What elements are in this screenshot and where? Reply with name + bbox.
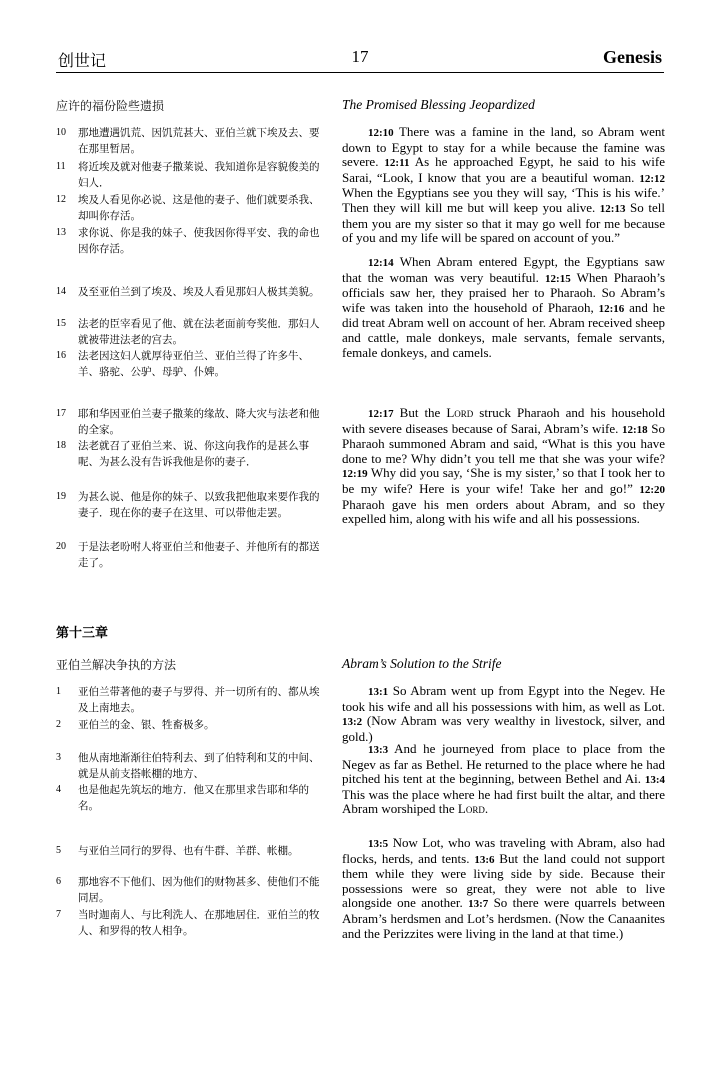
verse-text: Why did you say, ‘She is my sister,’ so that I took her to be my wife? Here is your wife! Take her and go!”	[342, 465, 665, 496]
verse-text: So there were quarrels between Abram’s herdsmen and Lot’s herdsmen. (Now the Canaanites and the Perizzites were living in the land at that time.)	[342, 895, 665, 941]
verse-reference: 12:19	[342, 468, 368, 481]
zh-verse: 14 及至亚伯兰到了埃及、埃及人看见那妇人极其美貌。	[56, 286, 320, 298]
verse-reference: 13:4	[644, 774, 665, 787]
zh-verse: 18 法老就召了亚伯兰来、说、你这向我作的是甚么事呢、为甚么没有告诉我他是你的妻子．	[56, 440, 309, 468]
zh-verse: 1 亚伯兰带著他的妻子与罗得、并一切所有的、都从埃及上南地去。	[56, 686, 320, 714]
verse-text: Pharaoh gave his men orders about Abram, and so they expelled him, along with his wife and all his possessions.	[342, 496, 665, 527]
verse-reference: 12:15	[545, 272, 571, 285]
verse-text: When Abram entered Egypt, the Egyptians saw that the woman was very beautiful.	[342, 254, 665, 285]
verse-reference: 12:11	[384, 157, 410, 170]
verse-text: and he did treat Abram well on account of her. Abram received sheep and cattle, male donkeys, male servants, female servants, female donkeys, and camels.	[342, 299, 665, 360]
verse-reference: 12:12	[639, 172, 665, 185]
verse-reference: 12:10	[368, 127, 394, 139]
verse-reference: 12:18	[622, 423, 648, 436]
verse-text: Now Lot, who was traveling with Abram, also had flocks, herds, and tents.	[342, 835, 665, 866]
verse-reference: 13:2	[342, 716, 363, 729]
lord-small-caps: Lord	[457, 801, 485, 817]
verse-text: But the land could not support them while they were living side by side. Because their possessions were so great, they were not able to live alongside one another.	[342, 850, 665, 911]
zh-verse: 19 为甚么说、他是你的妹子、以致我把他取来要作我的妻子．现在你的妻子在这里、可以带他走罢。	[56, 491, 320, 519]
verse-reference: 13:1	[368, 686, 389, 698]
verse-reference: 13:5	[368, 838, 389, 850]
zh-verse: 4 也是他起先筑坛的地方．他又在那里求告耶和华的名。	[56, 784, 309, 812]
verse-text: This was the place where he had first built the altar, and there Abram worshiped the	[342, 786, 665, 817]
zh-verse: 16 法老因这妇人就厚待亚伯兰、亚伯兰得了许多牛、羊、骆驼、公驴、母驴、仆婢。	[56, 350, 309, 378]
verse-reference: 12:13	[599, 202, 626, 215]
english-paragraph	[342, 406, 665, 527]
verse-reference: 13:3	[368, 744, 389, 756]
verse-text: There was a famine in the land, so Abram went down to Egypt to stay for a while because the famine was severe.	[342, 124, 665, 170]
verse-reference: 12:17	[368, 408, 394, 420]
english-paragraph	[342, 255, 665, 360]
zh-verse: 11 将近埃及就对他妻子撒莱说、我知道你是容貌俊美的妇人．	[56, 161, 320, 189]
verse-text: So Pharaoh summoned Abram and said, “What is this you have done to me? Why didn’t you tell me that she was your wife?	[342, 420, 665, 466]
section2-chinese-heading: 亚伯兰解决争执的方法	[56, 658, 177, 672]
page-header	[56, 46, 664, 73]
english-paragraph	[342, 836, 665, 941]
verse-text: So tell them you are my sister so that it may go well for me because of you and my life will be spared on account of you.”	[342, 199, 665, 246]
verse-text: But the	[393, 405, 447, 420]
header-book-chinese: 创世记	[58, 51, 107, 70]
verse-text: .	[484, 801, 489, 817]
english-paragraph	[342, 125, 665, 246]
zh-verse: 13 求你说、你是我的妹子、使我因你得平安、我的命也因你存活。	[56, 227, 320, 255]
zh-verse: 7 当时迦南人、与比利洗人、在那地居住．亚伯兰的牧人、和罗得的牧人相争。	[56, 909, 320, 937]
zh-verse: 20 于是法老吩咐人将亚伯兰和他妻子、并他所有的都送走了。	[56, 541, 320, 569]
verse-text: (Now Abram was very wealthy in livestock, silver, and gold.)	[342, 713, 665, 744]
verse-reference: 13:7	[468, 898, 489, 911]
chapter-title: 第十三章	[56, 626, 109, 641]
verse-text: When the Egyptians see you they will say, ‘This is his wife.’ Then they will kill me but will keep you alive.	[342, 185, 665, 215]
zh-verse: 2 亚伯兰的金、银、牲畜极多。	[56, 719, 215, 731]
verse-text: As he approached Egypt, he said to his wife Sarai, “Look, I know that you are a beautiful woman.	[342, 154, 665, 185]
header-book-english: Genesis	[602, 47, 662, 67]
verse-reference: 13:6	[474, 853, 495, 866]
verse-text: struck Pharaoh and his household with severe diseases because of Sarai, Abram’s wife.	[342, 405, 665, 436]
verse-reference: 12:14	[368, 257, 394, 269]
verse-text: When Pharaoh’s officials saw her, they praised her to Pharaoh. So Abram’s wife was taken into the household of Pharaoh,	[342, 269, 666, 315]
lord-small-caps: Lord	[446, 405, 474, 420]
english-paragraph	[342, 684, 665, 744]
zh-verse: 17 耶和华因亚伯兰妻子撒莱的缘故、降大灾与法老和他的全家。	[56, 408, 320, 436]
section1-chinese-heading: 应许的福份险些遗损	[56, 99, 165, 113]
verse-reference: 12:20	[639, 483, 665, 496]
verse-text: So Abram went up from Egypt into the Negev. He took his wife and all his possessions with him, as well as Lot.	[342, 683, 665, 714]
zh-verse: 3 他从南地渐渐往伯特利去、到了伯特利和艾的中间、就是从前支搭帐棚的地方、	[56, 752, 320, 780]
zh-verse: 15 法老的臣宰看见了他、就在法老面前夸奖他．那妇人就被带进法老的宫去。	[56, 318, 320, 346]
zh-verse: 12 埃及人看见你必说、这是他的妻子、他们就要杀我、却叫你存活。	[56, 194, 320, 222]
verse-text: And he journeyed from place to place from the Negev as far as Bethel. He returned to the place where he had pitched his tent at the beginning, between Bethel and Ai.	[342, 741, 665, 787]
zh-verse: 6 那地容不下他们、因为他们的财物甚多、使他们不能同居。	[56, 876, 320, 904]
zh-verse: 5 与亚伯兰同行的罗得、也有牛群、羊群、帐棚。	[56, 845, 299, 857]
section2-english-heading: Abram’s Solution to the Strife	[342, 656, 502, 671]
page-number: 17	[351, 47, 369, 66]
english-paragraph	[342, 742, 665, 817]
section1-english-heading: The Promised Blessing Jeopardized	[342, 97, 535, 112]
verse-reference: 12:16	[598, 302, 625, 315]
zh-verse: 10 那地遭遇饥荒、因饥荒甚大、亚伯兰就下埃及去、要在那里暂居。	[56, 127, 320, 155]
